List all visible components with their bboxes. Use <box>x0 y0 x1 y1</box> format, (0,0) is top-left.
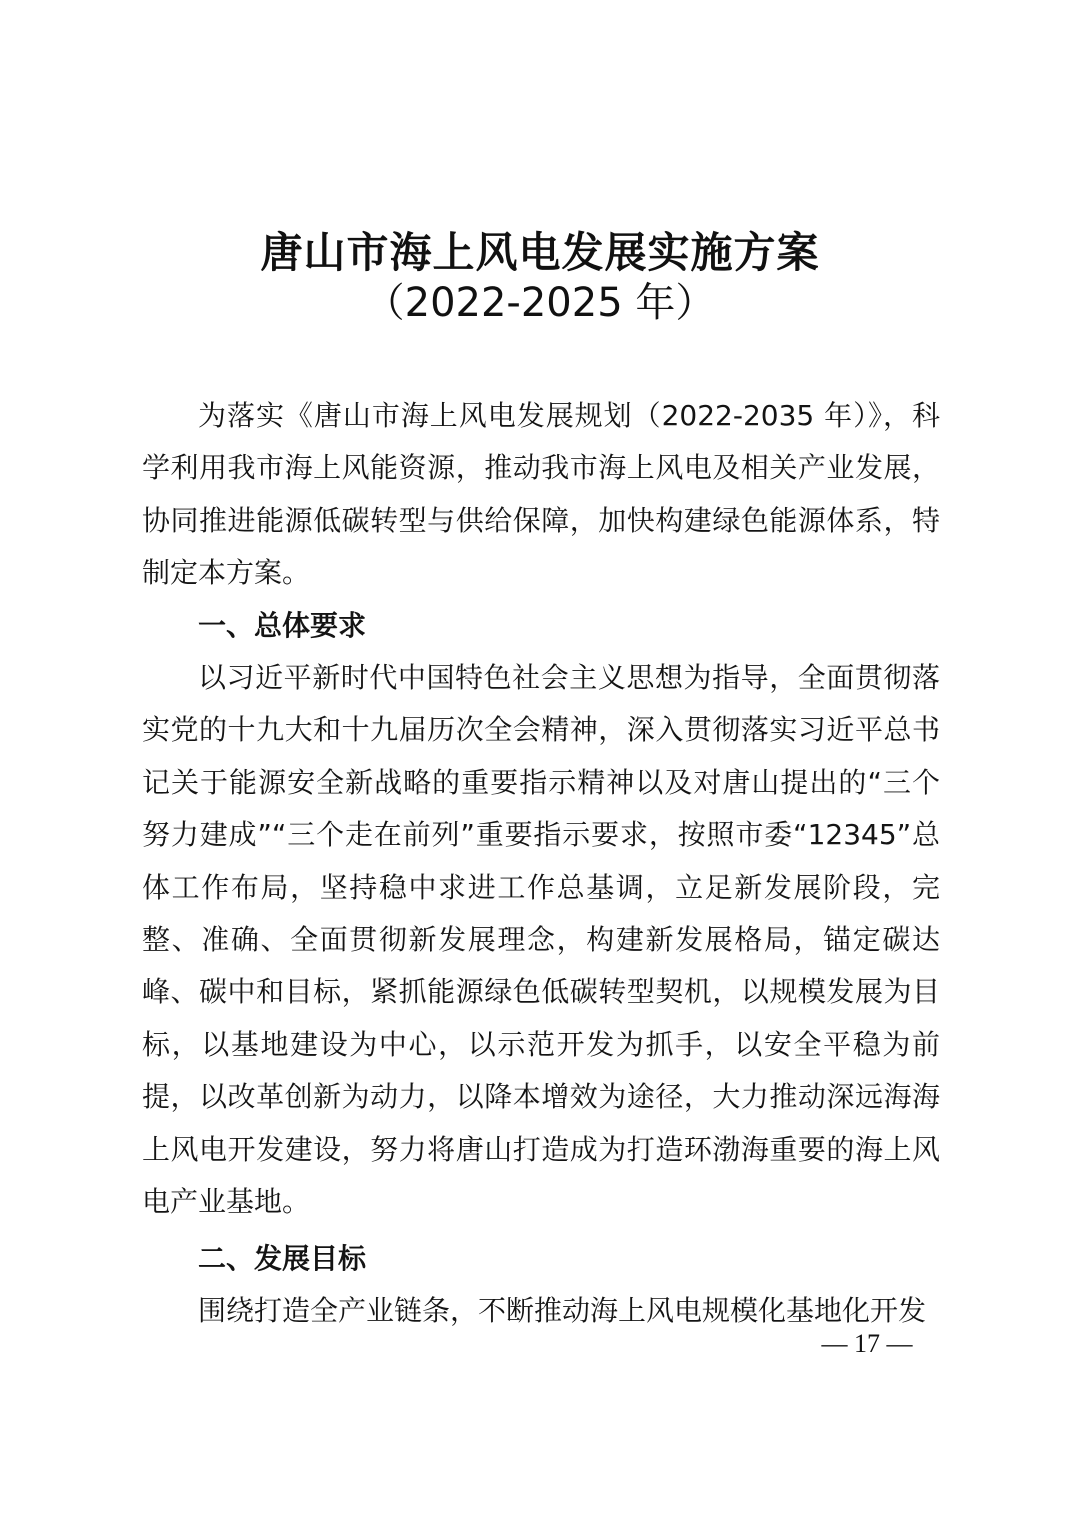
section-paragraph-development-goals: 围绕打造全产业链条，不断推动海上风电规模化基地化开发 <box>198 1293 927 1327</box>
document-title: 唐山市海上风电发展实施方案 <box>260 228 820 277</box>
section-paragraph-general-requirements: 以习近平新时代中国特色社会主义思想为指导，全面贯彻落实党的十九大和十九届历次全会精神，深入贯彻落实习近平总书记关于能源安全新战略的重要指示精神以及对唐山提出的“三个努力建成”“三个走在前列”重要指示要求，按照市委“12345”总体工作布局，坚持稳中求进工作总基调，立足新发展阶段，完整、准确、全面贯彻新发展理念，构建新发展格局，锚定碳达峰、碳中和目标，紧抓能源绿色低碳转型契机，以规模发展为目标，以基地建设为中心，以示范开发为抓手，以安全平稳为前提，以改革创新为动力，以降本增效为途径，大力推动深远海海上风电开发建设，努力将唐山打造成为打造环渤海重要的海上风电产业基地。 <box>142 661 940 1219</box>
section-heading-development-goals: 二、发展目标 <box>198 1241 367 1275</box>
document-body <box>142 390 940 1337</box>
section-heading-general-requirements: 一、总体要求 <box>198 608 367 642</box>
intro-paragraph: 为落实《唐山市海上风电发展规划（2022-2035 年）》，科学利用我市海上风能资源，推动我市海上风电及相关产业发展，协同推进能源低碳转型与供给保障，加快构建绿色能源体系，特制定本方案。 <box>142 399 940 590</box>
document-subtitle: （2022-2025 年） <box>364 280 716 326</box>
page-number: — 17 — <box>821 1329 913 1358</box>
